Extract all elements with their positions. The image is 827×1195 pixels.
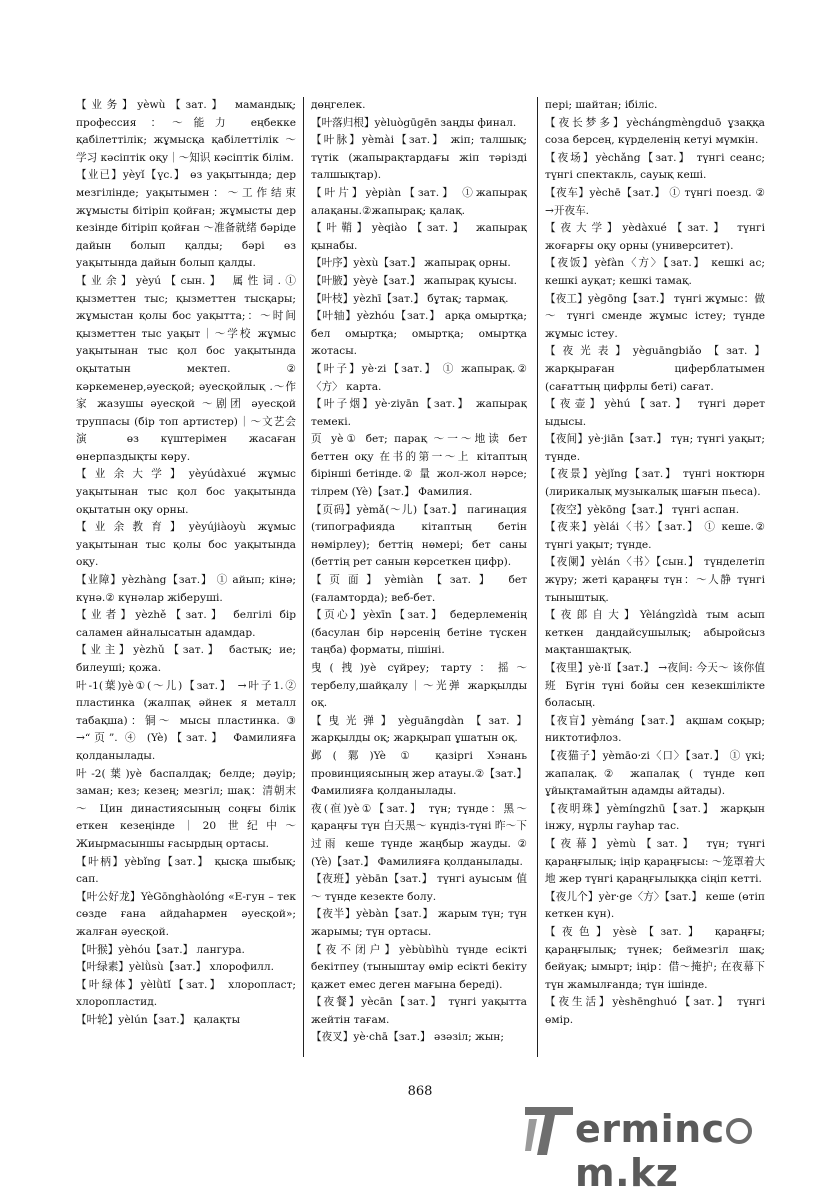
- dictionary-entry: 【叶片】yèpiàn【зат.】 ①жапырақ алақаны.②жапырақ; қалақ.: [311, 186, 527, 217]
- dictionary-entry: 【夜场】yèchǎng【зат.】 түнгі сеанс; түнгі спектакль, сауық кеші.: [545, 151, 765, 182]
- dictionary-entry: 叶-1(葉)yè①(～儿)【зат.】 →叶子1.② пластинка (жалпақ әйнек я металл табақша)：铜～ мысы пластинка. ③ →“页”. ④ (Yè)【зат.】 Фамилияға қолданылады.: [76, 679, 296, 762]
- dictionary-entry: 【叶落归根】yèluògūgēn заңды финал.: [311, 116, 517, 129]
- dictionary-entry: 【夜色】yèsè【зат.】 қараңғы; қараңғылық; түнек; беймезгіл шақ; бейуақ; ымырт; іңір：借～掩护; 在夜幕下 түн жамылғанда; түн ішінде.: [545, 925, 765, 991]
- dictionary-entry: 【夜儿个】yèr·ge〈方〉【зат.】 кеше (өтіп кеткен күн).: [545, 890, 765, 921]
- dictionary-entry: 【夜大学】yèdàxué【зат.】 түнгі жоғарғы оқу орны (университет).: [545, 222, 765, 252]
- dictionary-entry: 【夜郎自大】Yèlángzìdà тым асып кеткен даңдайсушылық; абыройсыз мақтаншақтық.: [545, 609, 765, 657]
- page-number: 868: [407, 1084, 433, 1099]
- dictionary-entry: 【夜里】yè·lǐ【зат.】 →夜间: 今天～ 该你值班 Бүгін түні бойы сен кезекшілікте боласың.: [545, 662, 765, 710]
- dictionary-entry: 【夜壶】yèhú【зат.】 түнгі дәрет ыдысы.: [545, 398, 765, 428]
- dictionary-entry: 【业余大学】yèyúdàxué жұмыс уақытынан тыс қол бос уақытында оқытатын оқу орны.: [76, 468, 296, 516]
- dictionary-entry: 【业障】yèzhàng【зат.】 ① айып; кінә; күнә.② күнәлар жіберуші.: [76, 574, 296, 604]
- dictionary-entry: 【叶脉】yèmài【зат.】 жіп; талшық; түтік (жапырақтардағы жіп тәрізді талшықтар).: [311, 134, 527, 182]
- dictionary-entry: 【夜叉】yè·chā【зат.】 әзәзіл; жын;: [311, 1031, 504, 1044]
- dictionary-entry: 【曳光弹】yèguāngdàn【зат.】 жарқылды оқ; жарқырап ұшатын оқ.: [311, 714, 527, 745]
- dictionary-entry: 【夜车】yèchē【зат.】 ① түнгі поезд. ② →开夜车.: [545, 186, 765, 217]
- dictionary-entry: 【夜工】yègōng【зат.】 түнгі жұмыс：做～ түнгі сменде жұмыс істеу; түнде жұмыс істеу.: [545, 292, 765, 340]
- dictionary-entry: 【叶猴】yèhóu【зат.】 лангура.: [76, 943, 245, 956]
- dictionary-entry: 【夜餐】yècān【зат.】 түнгі уақытта жейтін тағам.: [311, 996, 527, 1026]
- dictionary-entry: 【叶绿体】yèlǜtǐ【зат.】 хлоропласт; хлоропластид.: [76, 978, 296, 1009]
- dictionary-entry: 曳(拽)yè сүйреу; тарту：摇～ тербелу,шайқалу｜～光弹 жарқылды оқ.: [311, 662, 527, 710]
- dictionary-entry: 【夜不闭户】yèbùbìhù түнде есікті бекітпеу (тыныштау өмір есікті бекіту қажет емес деген мағына береді).: [311, 943, 527, 991]
- dictionary-entry: пері; шайтан; ібіліс.: [545, 99, 658, 111]
- column-right: [545, 97, 765, 1057]
- dictionary-entry: 【夜幕】yèmù【зат.】 түн; түнгі қараңғылық; іңір қараңғысы: ～笼罩着大地 жер түнгі қараңғылыққа сіңіп кетті.: [545, 837, 765, 886]
- dictionary-entry: 【叶绿素】yèlǜsù【зат.】 хлорофилл.: [76, 961, 274, 974]
- dictionary-entry: 【业余】yèyú【сын.】 属性词.① қызметтен тыс; қызметтен тысқары; жұмыстан қолы бос уақытта;：～时间 қызметтен тыс уақыт｜～学校 жұмыс уақытынан тыс қол бос уақытында оқытатын мектеп. ② кәркеменер,әуесқой; әуесқойлық .～作家 жазушы әуесқой ～剧团 әуесқой труппасы (бір топ артистер)｜～文艺会演 өз күштерімен жасаған өнерпаздықты көру.: [76, 274, 296, 463]
- dictionary-entry: 【业务】yèwù【зат.】 мамандық; профессия ：～能力 еңбекке қабілеттілік; жұмысқа қабілеттілік ～学习 кәсіптік оқу｜～知识 кәсіптік білім.: [76, 99, 296, 164]
- dictionary-entry: 【业已】yèyǐ【үс.】 өз уақытында; дер мезгілінде; уақытымен：～工作结束 жұмысты бітіріп қойған; жұмысты дер кезінде бітіріп қойған ～准备就绪 бәріде дайын болып қалды; бәрі өз уақытында дайын болып қалды.: [76, 169, 296, 270]
- dictionary-entry: 【叶腋】yèyè【зат.】 жапырақ қуысы.: [311, 274, 518, 287]
- dictionary-entry: 邺(鄴)Yè ① қазіргі Хэнань провинциясының жер атауы.②【зат.】 Фамилияға қолданылады.: [311, 749, 527, 798]
- dictionary-entry: 【页码】yèmǎ(～儿)【зат.】 пагинация (типографияда кітаптың бетін нөмірлеу); беттің нөмері; бет саны (беттің рет санын көрсеткен цифр).: [311, 503, 527, 569]
- dictionary-entry: 【叶子】yè·zi【зат.】 ① жапырақ.②〈方〉 карта.: [311, 362, 527, 393]
- dictionary-entry: 【夜半】yèbàn【зат.】 жарым түн; түн жарымы; түн ортасы.: [311, 908, 527, 938]
- dictionary-entry: 【夜饭】yèfàn〈方〉【зат.】 кешкі ас; кешкі ауқат; кешкі тамақ.: [545, 257, 765, 287]
- column-left: [76, 97, 296, 1057]
- dictionary-entry: 【夜盲】yèmáng【зат.】 ақшам соқыр; никтотифлоз.: [545, 714, 765, 745]
- dictionary-entry: 页 yè① бет; парақ ～一～地读 бет беттен оқу 在书的第一～上 кітаптың бірінші бетінде.② 量 жол-жол нәрсе; тілрем (Yè)【зат.】 Фамилия.: [311, 433, 527, 499]
- termincom-logo[interactable]: [523, 1101, 813, 1195]
- dictionary-entry: 【夜长梦多】yèchángmèngduō ұзаққа соза берсең, күрделенің кетуі мүмкін.: [545, 116, 765, 147]
- dictionary-entry: 【叶枝】yèzhī【зат.】 бұтақ; тармақ.: [311, 292, 509, 305]
- dictionary-entry: 叶-2(葉)yè баспалдақ; белде; дәуір; заман; кез; кезең; мезгіл; шақ：清朝末～ Цин династиясының соңғы білік еткен кезеңінде｜20 世纪中～ Жиырмасыншы ғасырдың ортасы.: [76, 767, 296, 850]
- dictionary-entry: 【夜光表】yèguāngbiǎo【зат.】 жарқыраған циферблатымен (сағаттың цифрлы беті) сағат.: [545, 345, 765, 393]
- dictionary-entry: 【夜来】yèlái〈书〉【зат.】 ① кеше.② түнгі уақыт; түнде.: [545, 521, 765, 551]
- dictionary-entry: 【叶柄】yèbǐng【зат.】 қысқа шыбық; сап.: [76, 855, 296, 886]
- dictionary-entry: 【夜班】yèbān【зат.】 түнгі ауысым 值～ түнде кезекте болу.: [311, 873, 527, 903]
- column-divider: [303, 97, 304, 1057]
- logo-wordmark: ermincm.kz: [575, 1107, 813, 1195]
- dictionary-entry: 【页面】yèmiàn【зат.】 бет (ғаламторда); веб-бет.: [311, 574, 527, 604]
- dictionary-entry: 【页心】yèxīn【зат.】 бедерлеменің (басулан бір нәрсенің бетіне түскен таңба) форматы, пішіні.: [311, 609, 527, 657]
- dictionary-entry: 【夜猫子】yèmāo·zi〈口〉【зат.】 ① үкі; жапалақ.② жапалақ ( түнде көп ұйықтамайтын адамды айтады).: [545, 749, 765, 798]
- dictionary-entry: 【夜间】yè·jiān【зат.】 түн; түнгі уақыт; түнде.: [545, 433, 765, 463]
- column-middle: [311, 97, 527, 1057]
- dictionary-entry: 【夜景】yèjǐng【зат.】 түнгі ноктюрн (лирикалық музыкалық шағын пьеса).: [545, 468, 765, 499]
- dictionary-entry: 夜(亱)yè①【зат.】 түн; түнде：黑～ қараңғы түн 白天黑～ күндіз-түні 昨～下过雨 кеше түнде жаңбыр жауды. ② (Yè)【зат.】 Фамилияға қолданылады.: [311, 802, 527, 868]
- dictionary-entry: 【夜空】yèkōng【зат.】 түнгі аспан.: [545, 503, 740, 516]
- dictionary-entry: 【叶序】yèxù【зат.】 жапырақ орны.: [311, 257, 511, 270]
- dictionary-entry: 【夜生活】yèshēnghuó【зат.】 түнгі өмір.: [545, 996, 765, 1026]
- dictionary-entry: 【业者】yèzhě【зат.】 белгілі бір саламен айналысатын адамдар.: [76, 609, 296, 639]
- dictionary-entry: 【叶轴】yèzhóu【зат.】 арқа омыртқа; бел омыртқа; омыртқа; омыртқа жотасы.: [311, 310, 527, 358]
- dictionary-entry: 【叶鞘】yèqiào【зат.】 жапырақ қынабы.: [311, 222, 527, 252]
- dictionary-entry: 【业余教育】yèyújiàoyù жұмыс уақытынан тыс қолы бос уақытында оқу.: [76, 521, 296, 569]
- dictionary-entry: 【业主】yèzhǔ【зат.】 бастық; ие; билеуші; қожа.: [76, 644, 296, 674]
- dictionary-entry: 【叶公好龙】YèGōnghàolóng «Е-гун – тек сөзде ғана айдаһармен әуесқой»; жалған әуесқой.: [76, 890, 296, 938]
- dictionary-entry: 【叶轮】yèlún【зат.】 қалақты: [76, 1013, 241, 1026]
- dictionary-entry: 【叶子烟】yè·ziyān【зат.】 жапырақ темекі.: [311, 398, 527, 428]
- dictionary-entry: дөңгелек.: [311, 99, 366, 111]
- dictionary-entry: 【夜阑】yèlán〈书〉【сын.】 түнделетіп жүру; жеті қараңғы түн：～人静 түнгі тыныштық.: [545, 556, 765, 604]
- logo-t-icon: [523, 1101, 575, 1159]
- dictionary-entry: 【夜明珠】yèmíngzhū【зат.】 жарқын інжу, нұрлы гауһар тас.: [545, 802, 765, 833]
- column-divider: [537, 97, 538, 1057]
